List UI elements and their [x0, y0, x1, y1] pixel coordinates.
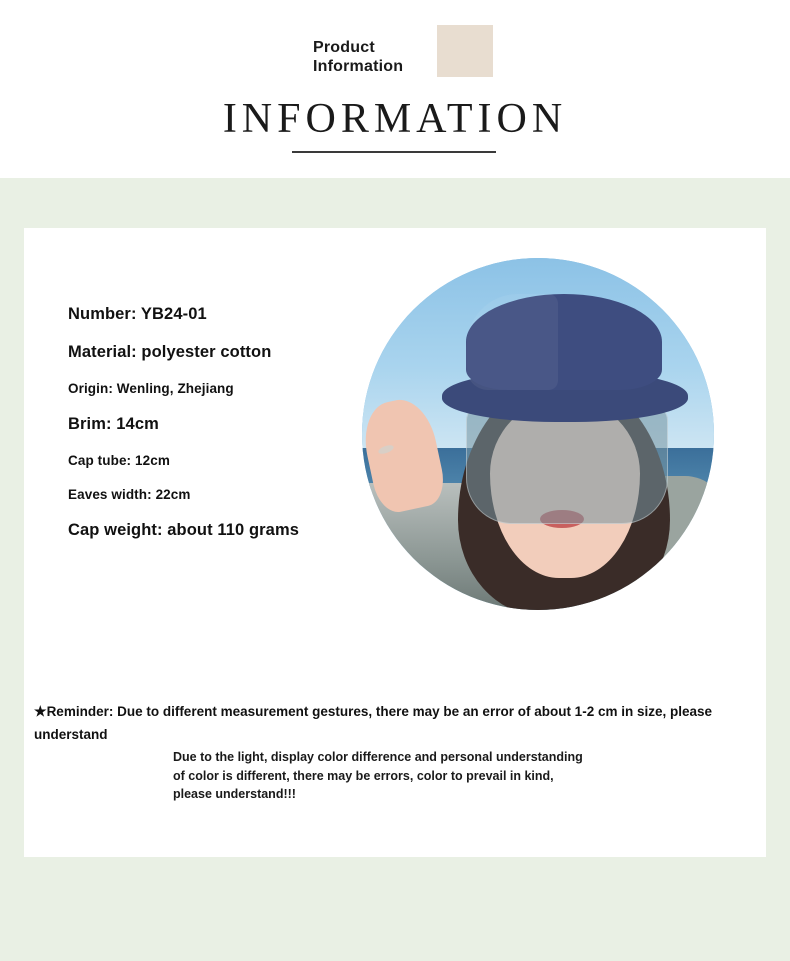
header-color-swatch: [437, 25, 493, 77]
reminder-body: Reminder: Due to different measurement gestures, there may be an error of about 1-2 cm in size, please understand: [34, 704, 713, 742]
spec-row: Number: YB24-01: [68, 305, 207, 323]
color-note-line3: please understand!!!: [173, 787, 296, 801]
color-note-line2: of color is different, there may be errors, color to prevail in kind,: [173, 768, 554, 783]
page-title: INFORMATION: [222, 96, 568, 142]
spec-list: [68, 305, 388, 559]
photo-face-shield: [466, 406, 668, 524]
spec-row: Cap tube: 12cm: [68, 453, 170, 468]
product-photo: [362, 258, 714, 610]
color-note-line1: Due to the light, display color difference and personal understanding: [173, 750, 583, 764]
reminder-text: [34, 700, 754, 746]
title-underline: [292, 151, 496, 153]
header-kicker: [313, 38, 403, 76]
spec-row: Eaves width: 22cm: [68, 487, 191, 502]
star-icon: ★: [34, 703, 47, 719]
page-header: [0, 0, 790, 178]
spec-row: Origin: Wenling, Zhejiang: [68, 381, 234, 396]
color-note: [173, 748, 693, 804]
spec-row: Material: polyester cotton: [68, 343, 272, 361]
spec-row: Brim: 14cm: [68, 415, 159, 433]
header-kicker-line2: Information: [313, 58, 404, 75]
header-kicker-line1: Product: [313, 39, 375, 56]
spec-row: Cap weight: about 110 grams: [68, 521, 300, 539]
